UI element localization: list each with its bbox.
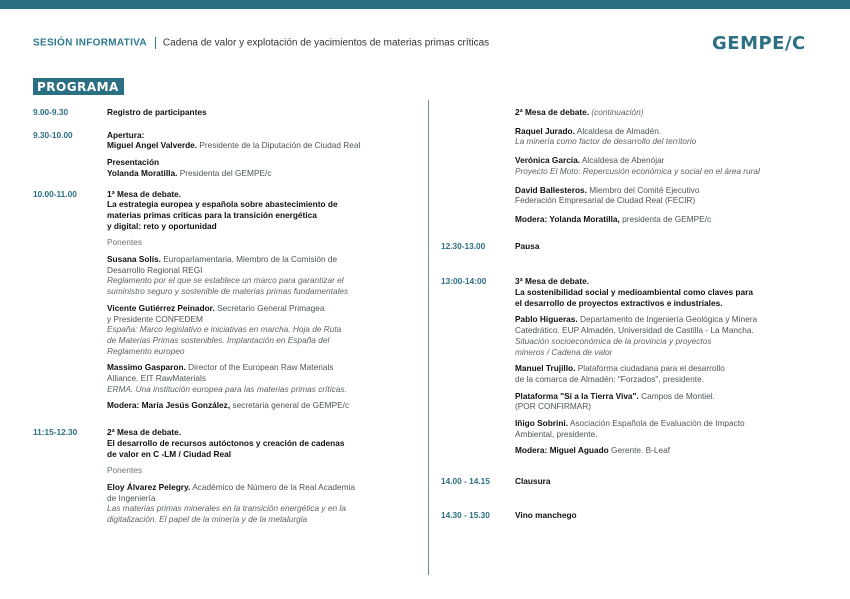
speaker-topic: La minería como factor de desarrollo del territorio xyxy=(515,136,697,147)
speaker-name: Manuel Trujillo. xyxy=(515,363,576,374)
mesa-title: 3ª Mesa de debate. xyxy=(515,276,590,287)
speaker-topic: digitalización. El papel de la minería y de la metalurgia xyxy=(107,514,308,525)
agenda-item-mesa-2-cont xyxy=(441,107,821,225)
speaker-block xyxy=(515,363,821,384)
speaker-block xyxy=(515,126,821,147)
agenda-item-mesa-1 xyxy=(33,189,418,412)
speaker-topic: Situación socioeconómica de la provincia y proyectos xyxy=(515,335,712,346)
speaker-role: Presidenta del GEMPE/c xyxy=(177,167,272,178)
speaker-name: Eloy Álvarez Pelegry. xyxy=(107,481,191,492)
agenda-time: 9.30-10.00 xyxy=(33,129,73,140)
mesa-subtitle-line: La sostenibilidad social y medioambiental como claves para xyxy=(515,287,753,298)
speaker-name: Iñigo Sobrini. xyxy=(515,418,569,429)
speaker-role: Alcaldesa de Almadén. xyxy=(574,125,662,136)
mesa-subtitle-line: La estrategia europea y española sobre abastecimiento de xyxy=(107,199,338,210)
gempec-logo: GEMPE/C xyxy=(712,33,806,54)
continuation-note: (continuación) xyxy=(589,107,644,117)
agenda-time: 9.00-9.30 xyxy=(33,107,69,117)
speaker-block xyxy=(515,155,821,176)
ponentes-label: Ponentes xyxy=(107,465,143,476)
mesa-subtitle-line: y digital: reto y oportunidad xyxy=(107,220,217,231)
speaker-name: Massimo Gasparon. xyxy=(107,362,186,373)
speaker-topic: de Materias Primas sostenibles. Implantación en España del xyxy=(107,334,330,345)
agenda-item-apertura xyxy=(33,130,418,179)
speaker-role: (POR CONFIRMAR) xyxy=(515,401,592,412)
speaker-name: Miguel Angel Valverde. xyxy=(107,140,198,151)
agenda-item-clausura xyxy=(441,476,821,487)
agenda-time: 11:15-12.30 xyxy=(33,427,78,438)
program-right-column xyxy=(441,107,821,521)
agenda-title: Registro de participantes xyxy=(107,107,207,117)
session-label: SESIÓN INFORMATIVA xyxy=(33,37,147,49)
ponentes-label: Ponentes xyxy=(107,237,143,248)
agenda-time: 10.00-11.00 xyxy=(33,188,77,199)
speaker-block xyxy=(515,418,821,439)
moderator-name: María Jesús González, xyxy=(139,400,231,411)
moderator-role: Gerente. B-Leaf xyxy=(608,445,671,456)
moderator-role: secretaria general de GEMPE/c xyxy=(230,400,350,411)
speaker-topic: España: Marco legislativo e iniciativas en marcha. Hoja de Ruta xyxy=(107,324,342,335)
agenda-item-mesa-2 xyxy=(33,427,418,525)
speaker-role: Director of the European Raw Materials xyxy=(188,362,334,373)
speaker-name: Yolanda Moratilla. xyxy=(107,167,178,178)
speaker-block xyxy=(107,362,418,394)
speaker-role: Alcaldesa de Abenójar xyxy=(580,155,665,166)
session-title: Cadena de valor y explotación de yacimientos de materias primas críticas xyxy=(162,37,490,49)
speaker-role: Presidente de la Diputación de Ciudad Real xyxy=(197,140,361,151)
speaker-block xyxy=(515,185,821,206)
speaker-role: Federación Empresarial de Ciudad Real (FECIR) xyxy=(515,195,696,206)
speaker-topic: mineros / Cadena de valor xyxy=(515,346,613,357)
presentacion-label: Presentación xyxy=(107,157,160,168)
agenda-time: 14.00 - 14.15 xyxy=(441,476,490,487)
agenda-time: 12.30-13.00 xyxy=(441,240,486,251)
speaker-block xyxy=(107,303,418,357)
speaker-topic: Reglamento por el que se establece un marco para garantizar el xyxy=(107,275,344,286)
speaker-role: Europarlamentaria. Miembro de la Comisión de xyxy=(163,254,338,265)
speaker-role: Miembro del Comité Ejecutivo xyxy=(586,184,700,195)
speaker-block xyxy=(515,314,821,357)
speaker-topic: Las materias primas minerales en la transición energética y en la xyxy=(107,503,346,514)
moderator-name: Miguel Aguado xyxy=(547,445,609,456)
speaker-role: Alliance. EIT RawMaterials xyxy=(107,373,206,384)
speaker-name: Susana Solís. xyxy=(107,254,161,265)
speaker-role: Departamento de Ingeniería Geológica y Minera xyxy=(577,314,758,325)
agenda-item-mesa-3 xyxy=(441,276,821,456)
mesa-subtitle-line: El desarrollo de recursos autóctonos y creación de cadenas xyxy=(107,437,345,448)
header-divider xyxy=(155,37,156,49)
speaker-role: Catedrático. EUP Almadén. Universidad de Castilla - La Mancha. xyxy=(515,325,754,336)
speaker-role: Académico de Número de la Real Academia xyxy=(192,481,355,492)
speaker-role: Campos de Montiel. xyxy=(638,390,715,401)
speaker-role: Asociación Española de Evaluación de Impacto xyxy=(568,418,745,429)
speaker-name: Plataforma "Sí a la Tierra Viva". xyxy=(515,390,639,401)
speaker-role: de la comarca de Almadén: "Forzados", presidente. xyxy=(515,373,704,384)
column-divider xyxy=(428,100,429,575)
speaker-block xyxy=(107,254,418,297)
programa-heading: PROGRAMA xyxy=(33,78,124,95)
document-header xyxy=(33,37,489,50)
moderator-name: Yolanda Moratilla, xyxy=(547,213,620,224)
speaker-topic: suministro seguro y sostenible de materias primas fundamentales xyxy=(107,286,349,297)
speaker-name: Verónica García. xyxy=(515,155,581,166)
program-left-column xyxy=(33,107,418,525)
top-accent-bar xyxy=(0,0,850,9)
moderator-role: presidenta de GEMPE/c xyxy=(619,213,712,224)
mesa-title: 1ª Mesa de debate. xyxy=(107,188,182,199)
speaker-name: David Ballesteros. xyxy=(515,184,587,195)
apertura-label: Apertura: xyxy=(107,129,145,140)
speaker-topic: Proyecto El Moto: Repercusión económica y social en el área rural xyxy=(515,165,760,176)
speaker-topic: Reglamento europeo xyxy=(107,345,185,356)
speaker-role: y Presidente CONFEDEM xyxy=(107,313,203,324)
agenda-time: 13:00-14:00 xyxy=(441,276,487,287)
moderator-line xyxy=(515,445,821,456)
mesa-subtitle-line: materias primas críticas para la transición energética xyxy=(107,209,317,220)
modera-label: Modera: xyxy=(515,445,548,456)
speaker-role: de Ingeniería xyxy=(107,492,156,503)
speaker-topic: ERMA. Una institución europea para las materias primas críticas. xyxy=(107,383,347,394)
modera-label: Modera: xyxy=(107,400,140,411)
speaker-name: Pablo Higueras. xyxy=(515,314,578,325)
speaker-block xyxy=(515,391,821,412)
speaker-role: Ambiental, presidente. xyxy=(515,428,598,439)
moderator-line xyxy=(107,400,418,411)
agenda-item-vino xyxy=(441,510,821,521)
speaker-role: Plataforma ciudadana para el desarrollo xyxy=(575,363,725,374)
mesa-subtitle-line: de valor en C -LM / Ciudad Real xyxy=(107,448,232,459)
speaker-name: Vicente Gutiérrez Peinador. xyxy=(107,302,215,313)
agenda-item-pausa xyxy=(441,241,821,252)
mesa-title: 2ª Mesa de debate. xyxy=(515,107,590,117)
agenda-title: Pausa xyxy=(515,240,540,251)
speaker-name: Raquel Jurado. xyxy=(515,125,575,136)
speaker-role: Desarrollo Regional REGI xyxy=(107,264,203,275)
moderator-line xyxy=(515,214,821,225)
agenda-time: 14.30 - 15.30 xyxy=(441,509,490,520)
agenda-item-registro xyxy=(33,107,418,118)
modera-label: Modera: xyxy=(515,213,548,224)
mesa-title: 2ª Mesa de debate. xyxy=(107,427,182,438)
agenda-title: Vino manchego xyxy=(515,509,577,520)
mesa-subtitle-line: el desarrollo de proyectos extractivos e industriales. xyxy=(515,297,723,308)
speaker-role: Secretario General Primagea xyxy=(217,302,325,313)
agenda-title: Clausura xyxy=(515,476,551,487)
